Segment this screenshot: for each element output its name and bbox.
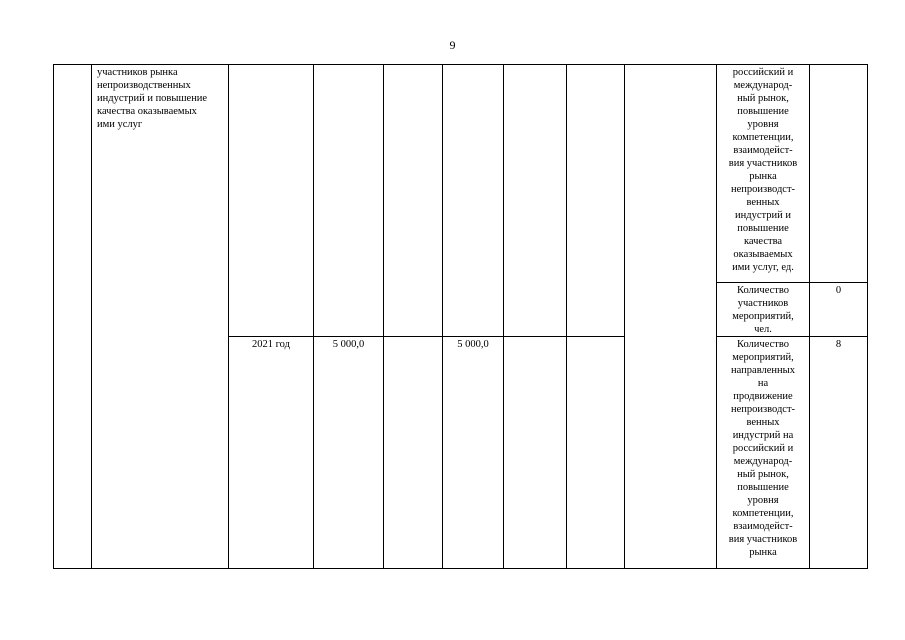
column-divider [566,64,567,569]
row-divider [716,282,868,283]
column-divider [228,64,229,569]
column-divider [624,64,625,569]
table-border-right [867,64,868,569]
event-description: участников рынка непроизводственных индустрий и повышение качества оказываемых ими услуг [97,67,208,130]
year-cell: 2021 год [252,339,290,350]
indicator-text: Количество участников мероприятий, чел. [732,285,794,335]
column-divider [313,64,314,569]
column-divider [91,64,92,569]
table-border-left [53,64,54,569]
table-border-top [53,64,868,65]
amount-cell: 5 000,0 [457,339,489,350]
page-number: 9 [449,38,456,52]
column-divider [383,64,384,569]
indicator-text: Количество мероприятий, направленных на продвижение непроизводст- венных индустрий на российский и международ- ный рынок, повышение уровня компетенции, взаимодейст- вия участников рынка [728,339,798,558]
indicator-text: российский и международ- ный рынок, повышение уровня компетенции, взаимодейст- вия участников рынка непроизводст- венных индустрий и повышение качества оказываемых ими услуг, ед. [728,67,798,273]
column-divider [503,64,504,569]
indicator-value: 8 [835,339,842,350]
column-divider [442,64,443,569]
indicator-value: 0 [835,285,842,296]
table-border-bottom [53,568,868,569]
row-divider [716,336,868,337]
total-amount-cell: 5 000,0 [332,339,365,350]
column-divider [809,64,810,569]
row-divider [228,336,625,337]
